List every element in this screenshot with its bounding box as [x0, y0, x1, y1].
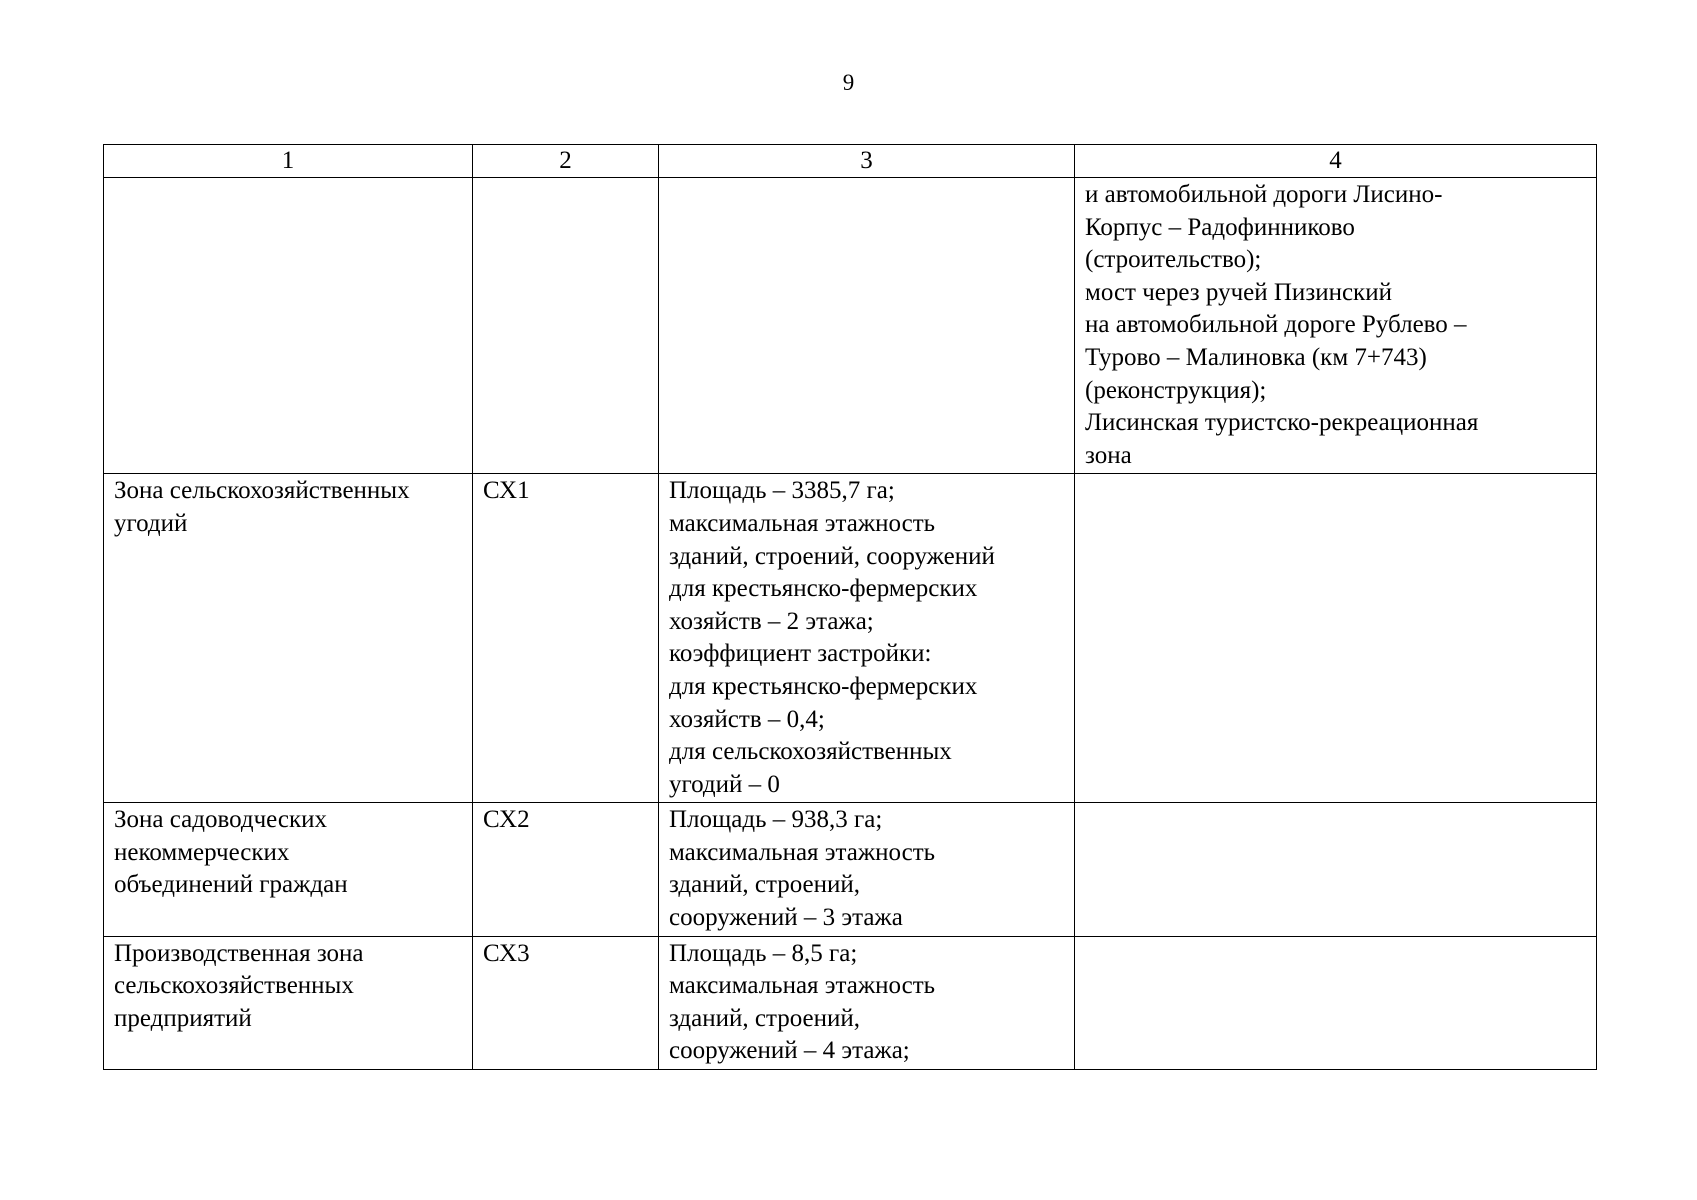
zone-code-cell: [473, 178, 659, 474]
zone-params-cell: [659, 178, 1075, 474]
table-header-row: [104, 145, 1597, 178]
zone-name-cell: Зона садоводческих некоммерческих объединений граждан: [104, 803, 473, 936]
zone-code-cell: СХ2: [473, 803, 659, 936]
zone-objects-cell: [1075, 936, 1597, 1069]
column-header-2: 2: [473, 145, 659, 178]
column-header-4: 4: [1075, 145, 1597, 178]
table-row: [104, 474, 1597, 803]
table-row: [104, 803, 1597, 936]
table-row: [104, 178, 1597, 474]
zones-table: [103, 144, 1597, 1070]
column-header-1: 1: [104, 145, 473, 178]
column-header-3: 3: [659, 145, 1075, 178]
zone-objects-cell: и автомобильной дороги Лисино- Корпус – Радофинниково (строительство); мост через ручей Пизинский на автомобильной дороге Рублево – Турово – Малиновка (км 7+743) (реконструкция); Лисинская туристско-рекреационная зона: [1075, 178, 1597, 474]
zone-code-cell: СХ3: [473, 936, 659, 1069]
zone-objects-cell: [1075, 803, 1597, 936]
zone-params-cell: Площадь – 938,3 га; максимальная этажность зданий, строений, сооружений – 3 этажа: [659, 803, 1075, 936]
page-number: 9: [842, 70, 855, 95]
zone-params-cell: Площадь – 8,5 га; максимальная этажность зданий, строений, сооружений – 4 этажа;: [659, 936, 1075, 1069]
zone-name-cell: Зона сельскохозяйственных угодий: [104, 474, 473, 803]
zone-name-cell: [104, 178, 473, 474]
zone-code-cell: СХ1: [473, 474, 659, 803]
zone-params-cell: Площадь – 3385,7 га; максимальная этажность зданий, строений, сооружений для крестьянско-фермерских хозяйств – 2 этажа; коэффициент застройки: для крестьянско-фермерских хозяйств – 0,4; для сельскохозяйственных угодий – 0: [659, 474, 1075, 803]
zone-name-cell: Производственная зона сельскохозяйственных предприятий: [104, 936, 473, 1069]
table-row: [104, 936, 1597, 1069]
zone-objects-cell: [1075, 474, 1597, 803]
